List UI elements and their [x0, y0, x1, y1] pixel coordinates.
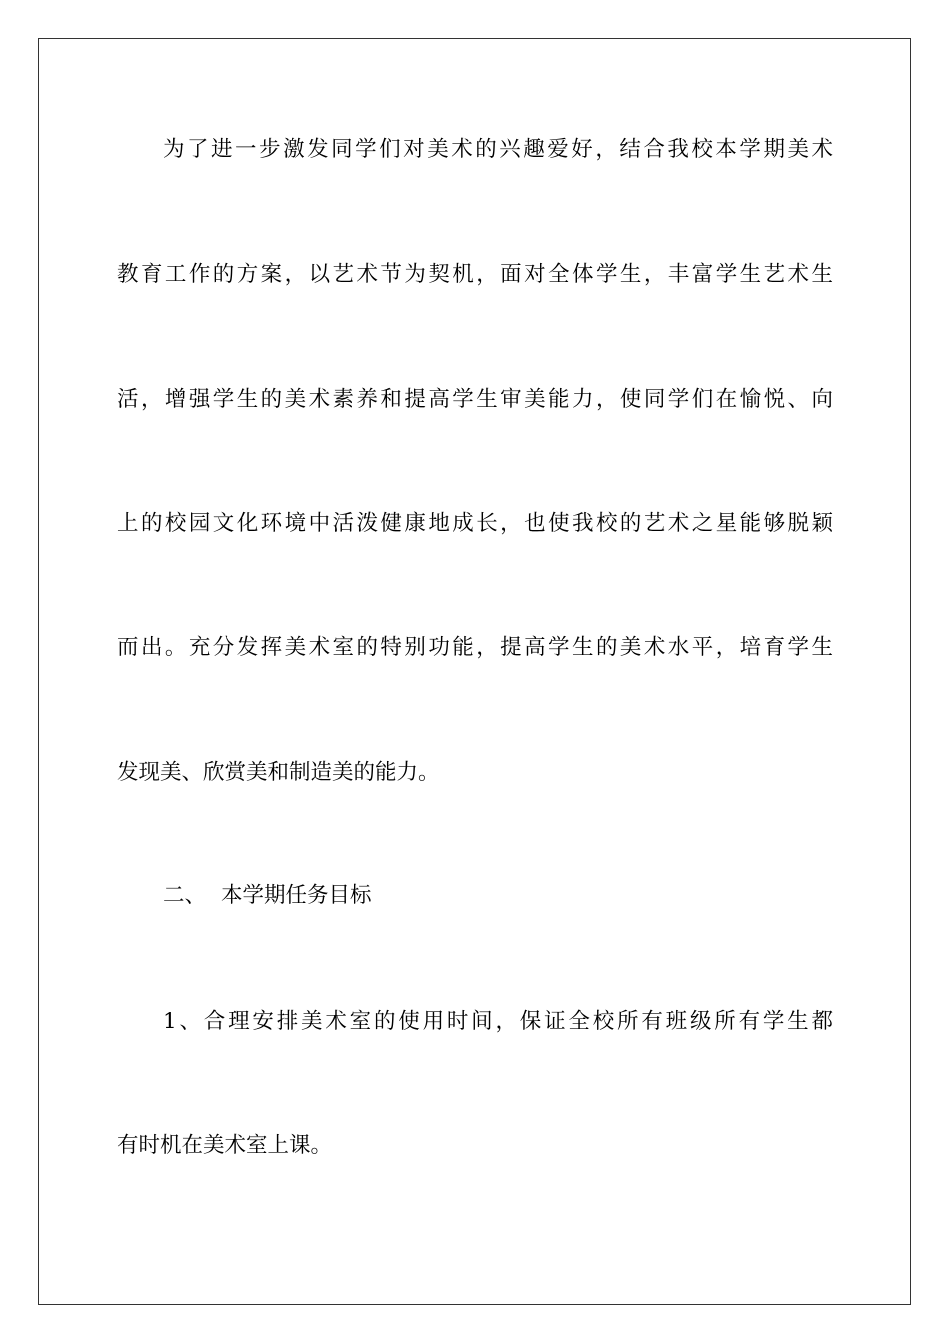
paragraph-line: 上的校园文化环境中活泼健康地成长，也使我校的艺术之星能够脱颖 — [117, 511, 833, 536]
paragraph-line: 为了进一步激发同学们对美术的兴趣爱好，结合我校本学期美术 — [163, 137, 833, 162]
paragraph-line: 发现美、欣赏美和制造美的能力。 — [117, 760, 440, 785]
paragraph-line: 教育工作的方案，以艺术节为契机，面对全体学生，丰富学生艺术生 — [117, 262, 833, 287]
paragraph-line: 1、合理安排美术室的使用时间，保证全校所有班级所有学生都 — [163, 1009, 833, 1034]
paragraph-line: 而出。充分发挥美术室的特别功能，提高学生的美术水平，培育学生 — [117, 635, 833, 660]
paragraph-line: 有时机在美术室上课。 — [117, 1133, 333, 1158]
section-heading — [163, 880, 372, 912]
section-number: 二、 — [163, 883, 207, 908]
paragraph-line: 活，增强学生的美术素养和提高学生审美能力，使同学们在愉悦、向 — [117, 387, 833, 412]
page-frame — [38, 38, 911, 1305]
section-title: 本学期任务目标 — [221, 883, 372, 908]
